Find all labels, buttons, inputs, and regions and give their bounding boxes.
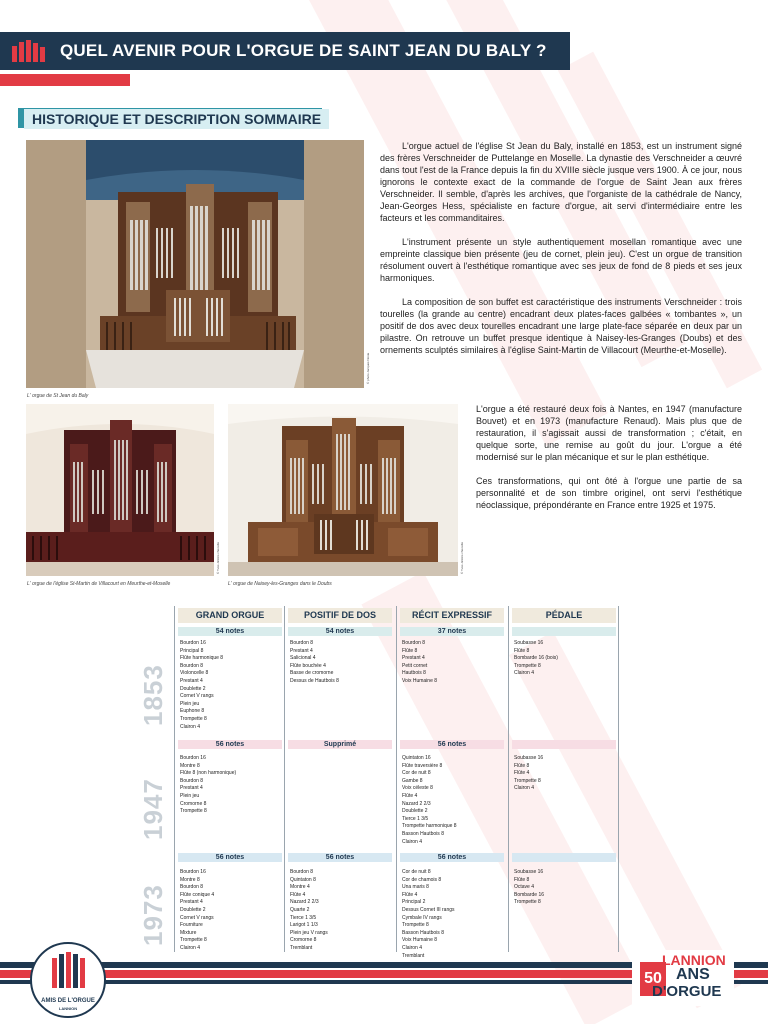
stop-list bbox=[290, 640, 339, 686]
stop: Cor de nuit 8 bbox=[402, 770, 431, 777]
stop: Soubasse 16 bbox=[514, 640, 544, 646]
stop: Bourdon 8 bbox=[180, 662, 204, 669]
fifty-years-city: LANNION bbox=[662, 952, 726, 968]
stop-list bbox=[290, 869, 328, 953]
stop-list bbox=[180, 869, 214, 953]
stop: Clairon 4 bbox=[402, 838, 423, 845]
restoration-paragraph: L'orgue a été restauré deux fois à Nantes, en 1947 (manufacture Bouvet) et en 1973 (manufacture Renaud). Mais plus que de restauration, il s'agissait aussi de transformation ; c'était, en quelque sorte, une remise au goût du jour. L'orgue a été modernisé sur le plan mécanique et sur le plan esthétique. bbox=[476, 404, 742, 462]
section-title: HISTORIQUE ET DESCRIPTION SOMMAIRE bbox=[24, 109, 329, 129]
notes-badge: 37 notes bbox=[400, 627, 504, 636]
stop: Petit cornet bbox=[402, 662, 428, 669]
villacourt-photo-caption: L' orgue de l'église St-Martin de Villacourt en Meurthe-et-Moselle bbox=[27, 581, 171, 587]
stop: Montre 4 bbox=[290, 884, 310, 891]
fifty-years-ans: ANS bbox=[676, 966, 710, 983]
stop: Voix céleste 8 bbox=[402, 785, 433, 792]
stop: Soubasse 16 bbox=[514, 755, 544, 761]
stop: Voix Humaine 8 bbox=[402, 677, 438, 684]
restoration-text bbox=[476, 403, 742, 523]
stop: Voix Humaine 8 bbox=[402, 937, 438, 944]
stop: Gambe 8 bbox=[402, 777, 423, 784]
stop: Una maris 8 bbox=[402, 884, 429, 891]
stop-list bbox=[402, 640, 437, 686]
title-accent-bar bbox=[0, 74, 130, 86]
stop: Cromorne 8 bbox=[180, 800, 207, 807]
main-photo-caption: L' orgue de St Jean du Baly bbox=[27, 393, 89, 399]
stop: Doublette 2 bbox=[180, 906, 206, 913]
stop: Trompette harmonique 8 bbox=[402, 823, 457, 830]
amis-orgue-logo-name: AMIS DE L'ORGUE bbox=[41, 998, 95, 1004]
stop: Trompette 8 bbox=[180, 808, 207, 815]
stop: Bourdon 8 bbox=[180, 777, 204, 784]
stop: Prestant 4 bbox=[180, 899, 203, 906]
stop: Flûte 8 bbox=[514, 647, 530, 654]
stop: Quintaton 16 bbox=[402, 755, 431, 761]
stop: Flûte 4 bbox=[514, 770, 530, 777]
stop: Flûte harmonique 8 bbox=[180, 655, 224, 662]
villacourt-organ-photo bbox=[26, 404, 214, 576]
stop: Soubasse 16 bbox=[514, 869, 544, 875]
fifty-years-number: 50 bbox=[640, 962, 666, 996]
notes-badge bbox=[512, 740, 616, 749]
stop: Bourdon 8 bbox=[290, 869, 314, 875]
stop-list bbox=[180, 755, 236, 816]
stop: Euphone 8 bbox=[180, 708, 205, 715]
stop: Quarte 2 bbox=[290, 906, 310, 913]
stop: Clairon 4 bbox=[514, 670, 535, 677]
stop: Bombarde 16 bbox=[514, 891, 545, 898]
naisey-photo-caption: L' orgue de Naisey-les-Granges dans le Doubs bbox=[228, 581, 332, 587]
stop: Trompette 8 bbox=[514, 899, 541, 906]
stop: Clairon 4 bbox=[514, 785, 535, 792]
stop: Cornet V rangs bbox=[180, 914, 214, 921]
stop: Trompette 8 bbox=[514, 662, 541, 669]
stop: Mixture bbox=[180, 929, 197, 936]
column-divider bbox=[508, 606, 509, 952]
year-label: 1973 bbox=[138, 884, 168, 946]
stop: Trompette 8 bbox=[402, 922, 429, 929]
main-photo-credit: © photo Jacques Nosta bbox=[366, 352, 370, 384]
stop: Cor de nuit 8 bbox=[402, 869, 431, 875]
stop-list bbox=[180, 640, 223, 731]
column-divider bbox=[284, 606, 285, 952]
stop: Nazard 2 2/3 bbox=[290, 899, 319, 906]
notes-badge: 54 notes bbox=[178, 627, 282, 636]
stop: Bourdon 16 bbox=[180, 640, 206, 646]
stop: Plein jeu bbox=[180, 792, 200, 799]
notes-badge: 56 notes bbox=[178, 740, 282, 749]
stop: Trompette 8 bbox=[180, 937, 207, 944]
notes-badge: 56 notes bbox=[400, 853, 504, 862]
stop: Trompette 8 bbox=[180, 715, 207, 722]
stop: Violoncelle 8 bbox=[180, 670, 209, 677]
stop: Bourdon 16 bbox=[180, 755, 206, 761]
year-label: 1853 bbox=[138, 664, 168, 726]
stop: Cor de chamois 8 bbox=[402, 876, 442, 883]
intro-paragraph: L'orgue actuel de l'église St Jean du Baly, installé en 1853, est un instrument signé des frères Verschneider de Puttelange en Moselle. La dynastie des Verschneider a œuvré dans tout l'est de la France depuis la fin du XVIIIe siècle jusque vers 1900. À ce jour, nous ignorons le contexte exact de la commande de l'orgue de Saint Jean aux frères Verschneider. Il semble, d'après les archives, que l'organiste de la cathédrale de Nancy, Jean-Georges Hess, spécialiste en facture d'orgue, ait servi d'intermédiaire entre les facteurs et les commanditaires. bbox=[380, 141, 742, 223]
stop-list bbox=[514, 755, 543, 793]
stop: Flûte 8 (non harmonique) bbox=[180, 770, 237, 777]
stop: Nazard 2 2/3 bbox=[402, 800, 431, 807]
column-header-positif: POSITIF DE DOS bbox=[288, 608, 392, 623]
notes-badge bbox=[512, 627, 616, 636]
naisey-photo-credit: © Yves Jinkins cheviolle bbox=[460, 541, 464, 574]
stop: Flûte 4 bbox=[402, 792, 418, 799]
column-divider bbox=[396, 606, 397, 952]
notes-badge: 54 notes bbox=[288, 627, 392, 636]
stop: Bombarde 16 (bois) bbox=[514, 655, 558, 662]
stop: Dessus Cornet III rangs bbox=[402, 906, 455, 913]
amis-orgue-logo-city: LANNION bbox=[58, 1006, 78, 1011]
stop-list bbox=[402, 755, 457, 846]
organ-pipes-icon bbox=[10, 40, 48, 62]
stop: Flûte traversière 8 bbox=[402, 762, 443, 769]
stop: Tremblant bbox=[402, 952, 425, 959]
page-title: QUEL AVENIR POUR L'ORGUE DE SAINT JEAN DU BALY ? bbox=[60, 41, 547, 60]
notes-badge: 56 notes bbox=[400, 740, 504, 749]
stop: Cromorne 8 bbox=[290, 937, 317, 944]
column-header-recit: RÉCIT EXPRESSIF bbox=[400, 608, 504, 623]
stop: Octave 4 bbox=[514, 884, 535, 891]
column-divider bbox=[618, 606, 619, 952]
stop: Larigot 1 1/3 bbox=[290, 922, 318, 929]
stop: Tierce 1 3/5 bbox=[402, 815, 429, 822]
stop: Flûte 8 bbox=[402, 647, 418, 654]
intro-paragraph: L'instrument présente un style authentiquement mosellan romantique avec une empreinte classique bien présente (jeu de cornet, plein jeu). C'est un orgue de transition résolument ouvert à l'esthétique romantique avec ses jeux de fond de 8 pieds et ses jeux harmoniques. bbox=[380, 237, 742, 283]
naisey-organ-photo bbox=[228, 404, 458, 576]
stop: Hautbois 8 bbox=[402, 670, 426, 677]
stop: Bourdon 8 bbox=[290, 640, 314, 646]
intro-paragraph: La composition de son buffet est caractéristique des instruments Verschneider : trois tourelles (la grande au centre) encadrant deux plates-faces galbées « tombantes », un positif de dos avec deux tourelles encadrant une large plate-face séparée en deux par un pilastre. On retrouve un buffet presque identique à Naisey-les-Granges (Doubs) et des ornements sculptés similaires à l'église Saint-Martin de Villacourt (Meurthe-et-Moselle). bbox=[380, 297, 742, 355]
stop: Clairon 4 bbox=[402, 944, 423, 951]
stop: Prestant 4 bbox=[180, 785, 203, 792]
stop: Trompette 8 bbox=[514, 777, 541, 784]
column-header-grand-orgue: GRAND ORGUE bbox=[178, 608, 282, 623]
column-divider bbox=[174, 606, 175, 952]
stop: Plein jeu V rangs bbox=[290, 929, 328, 936]
stop: Dessus de Hautbois 8 bbox=[290, 677, 339, 684]
notes-badge: 56 notes bbox=[288, 853, 392, 862]
stop: Flûte 8 bbox=[514, 762, 530, 769]
stop: Salicional 4 bbox=[290, 655, 316, 662]
stop: Basson Hautbois 8 bbox=[402, 830, 444, 837]
stop: Montre 8 bbox=[180, 762, 200, 769]
stop: Principal 8 bbox=[180, 647, 204, 654]
stop: Prestant 4 bbox=[180, 677, 203, 684]
stop: Cornet V rangs bbox=[180, 693, 214, 700]
notes-badge bbox=[512, 853, 616, 862]
stop: Principal 2 bbox=[402, 899, 426, 906]
notes-badge: 56 notes bbox=[178, 853, 282, 862]
stop: Flûte 4 bbox=[290, 891, 306, 898]
villacourt-photo-credit: © Yves Jinkins cheviolle bbox=[216, 541, 220, 574]
stop: Basse de cromorne bbox=[290, 670, 334, 677]
stop: Doublette 2 bbox=[180, 685, 206, 692]
stop: Basson Hautbois 8 bbox=[402, 929, 444, 936]
stop: Montre 8 bbox=[180, 876, 200, 883]
stop: Prestant 4 bbox=[290, 647, 313, 654]
stop: Prestant 4 bbox=[402, 655, 425, 662]
stop: Bourdon 8 bbox=[180, 884, 204, 891]
restoration-paragraph: Ces transformations, qui ont ôté à l'orgue une partie de sa personnalité et de son timbre originel, ont servi l'esthétique néoclassique, prépondérante en France entre 1925 et 1975. bbox=[476, 476, 742, 510]
stop-list bbox=[514, 640, 558, 678]
stop: Plein jeu bbox=[180, 700, 200, 707]
main-organ-photo bbox=[26, 140, 364, 388]
stop: Doublette 2 bbox=[402, 808, 428, 815]
stop-list bbox=[514, 869, 544, 907]
notes-badge: Supprimé bbox=[288, 740, 392, 749]
stop: Bourdon 8 bbox=[402, 640, 426, 646]
stop: Flûte conique 4 bbox=[180, 891, 215, 898]
year-label: 1947 bbox=[138, 778, 168, 840]
stop: Flûte bouchée 4 bbox=[290, 662, 326, 669]
column-header-pedale: PÉDALE bbox=[512, 608, 616, 623]
stop: Flûte 4 bbox=[402, 891, 418, 898]
fifty-years-dorgue: D'ORGUE bbox=[652, 983, 722, 1000]
stop: Tierce 1 3/5 bbox=[290, 914, 317, 921]
title-banner bbox=[0, 32, 570, 70]
stop: Bourdon 16 bbox=[180, 869, 206, 875]
intro-text bbox=[380, 140, 742, 368]
stop: Clairon 4 bbox=[180, 723, 201, 730]
stop: Quintaton 8 bbox=[290, 876, 316, 883]
stop: Flûte 8 bbox=[514, 876, 530, 883]
stop-list bbox=[402, 869, 455, 960]
stop: Cymbale IV rangs bbox=[402, 914, 442, 921]
stop: Fourniture bbox=[180, 922, 203, 929]
stop: Tremblant bbox=[290, 944, 313, 951]
stop: Clairon 4 bbox=[180, 944, 201, 951]
